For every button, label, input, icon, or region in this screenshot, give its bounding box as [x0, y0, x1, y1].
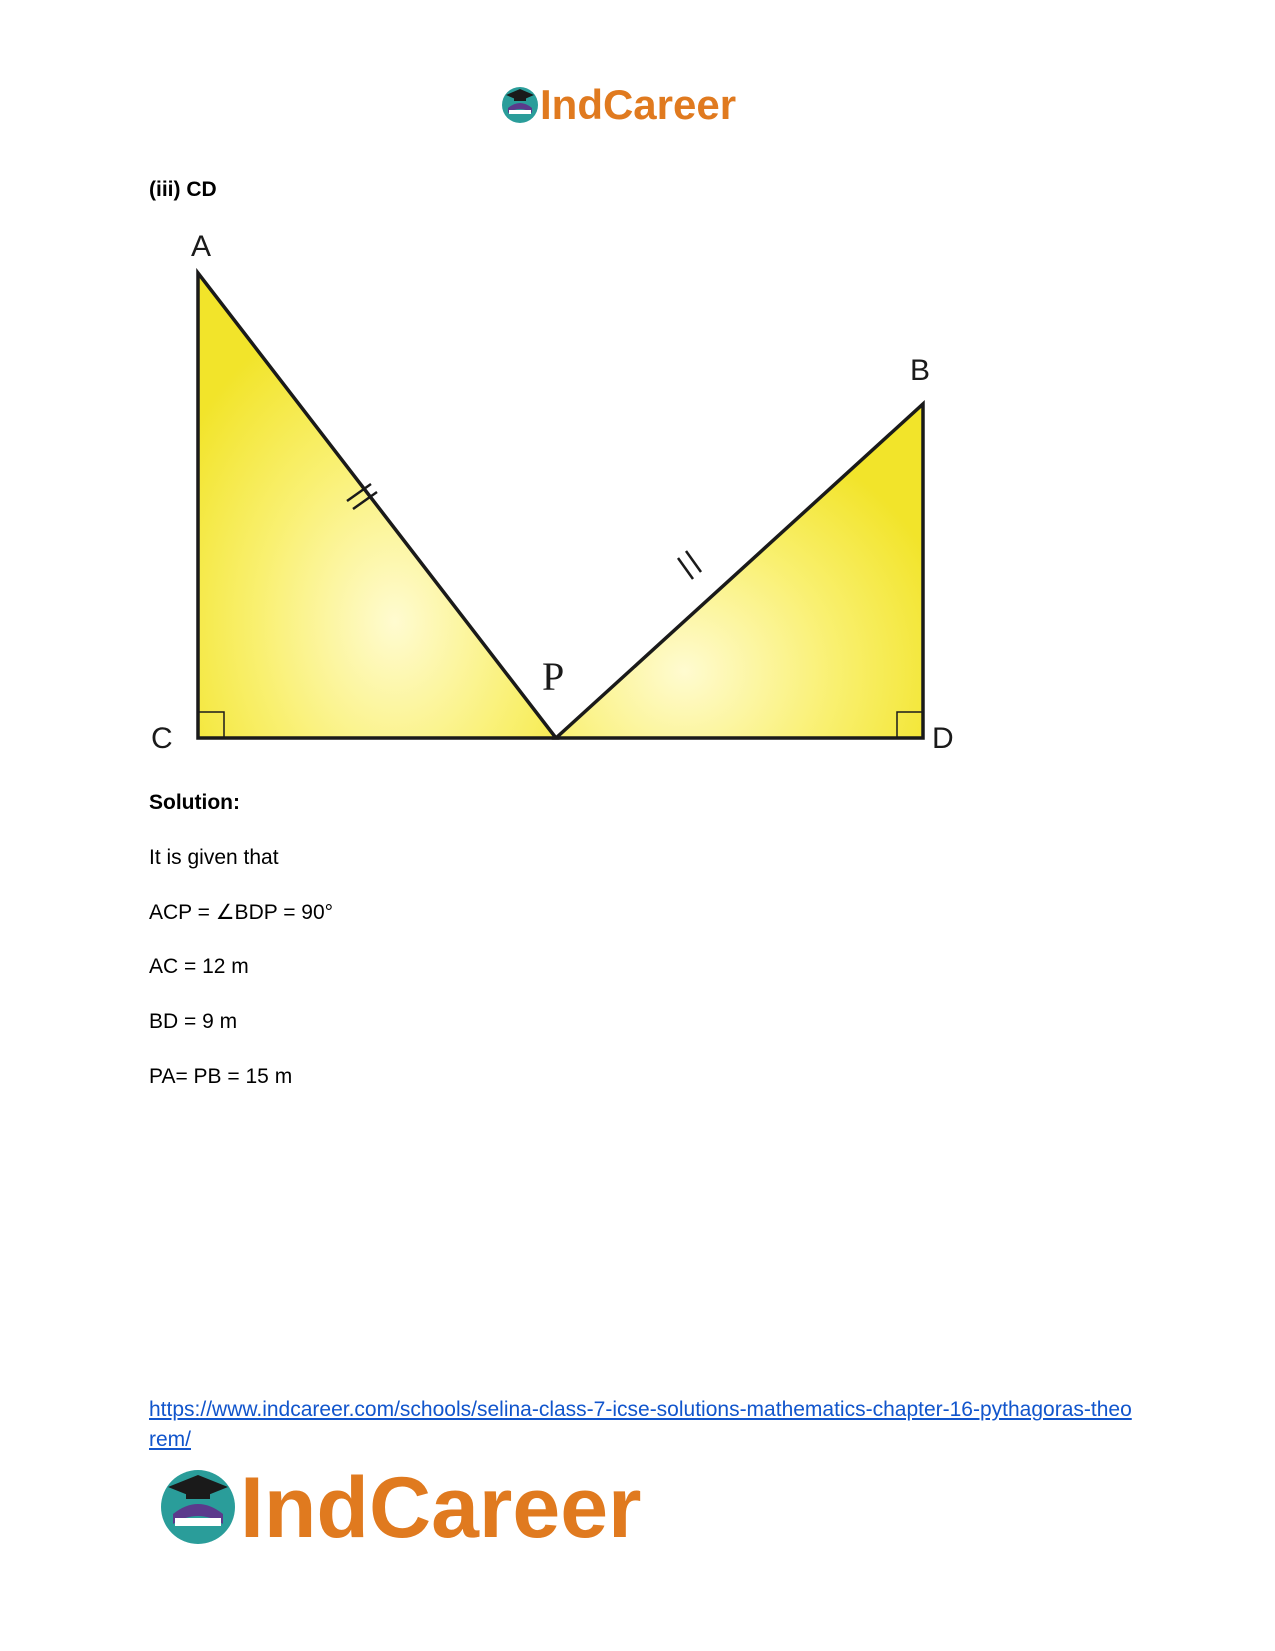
footer-logo	[158, 1457, 698, 1557]
solution-line: AC = 12 m	[149, 955, 249, 978]
vertex-label-c: C	[151, 722, 173, 755]
solution-line: BD = 9 m	[149, 1010, 238, 1033]
source-link[interactable]: https://www.indcareer.com/schools/selina-class-7-icse-solutions-mathematics-chapter-16-pythagoras-theorem/	[149, 1398, 1132, 1451]
header-logo	[500, 80, 780, 130]
graduation-book-globe-icon	[161, 1470, 235, 1544]
logo-text: IndCareer	[240, 1460, 642, 1556]
solution-line: It is given that	[149, 846, 279, 869]
triangle-acp	[198, 273, 556, 738]
solution-title: Solution:	[149, 791, 240, 814]
graduation-book-globe-icon	[502, 87, 538, 123]
vertex-label-p: P	[542, 654, 565, 699]
triangle-bdp	[556, 404, 923, 738]
solution-line: ACP = ∠BDP = 90°	[149, 901, 334, 924]
tick-marks-bp	[678, 551, 701, 579]
vertex-label-a: A	[191, 230, 212, 263]
vertex-label-d: D	[932, 722, 954, 755]
triangle-figure	[145, 228, 965, 758]
question-label: (iii) CD	[149, 178, 217, 201]
vertex-label-b: B	[910, 354, 931, 387]
solution-line: PA= PB = 15 m	[149, 1065, 293, 1088]
logo-text: IndCareer	[540, 81, 737, 128]
